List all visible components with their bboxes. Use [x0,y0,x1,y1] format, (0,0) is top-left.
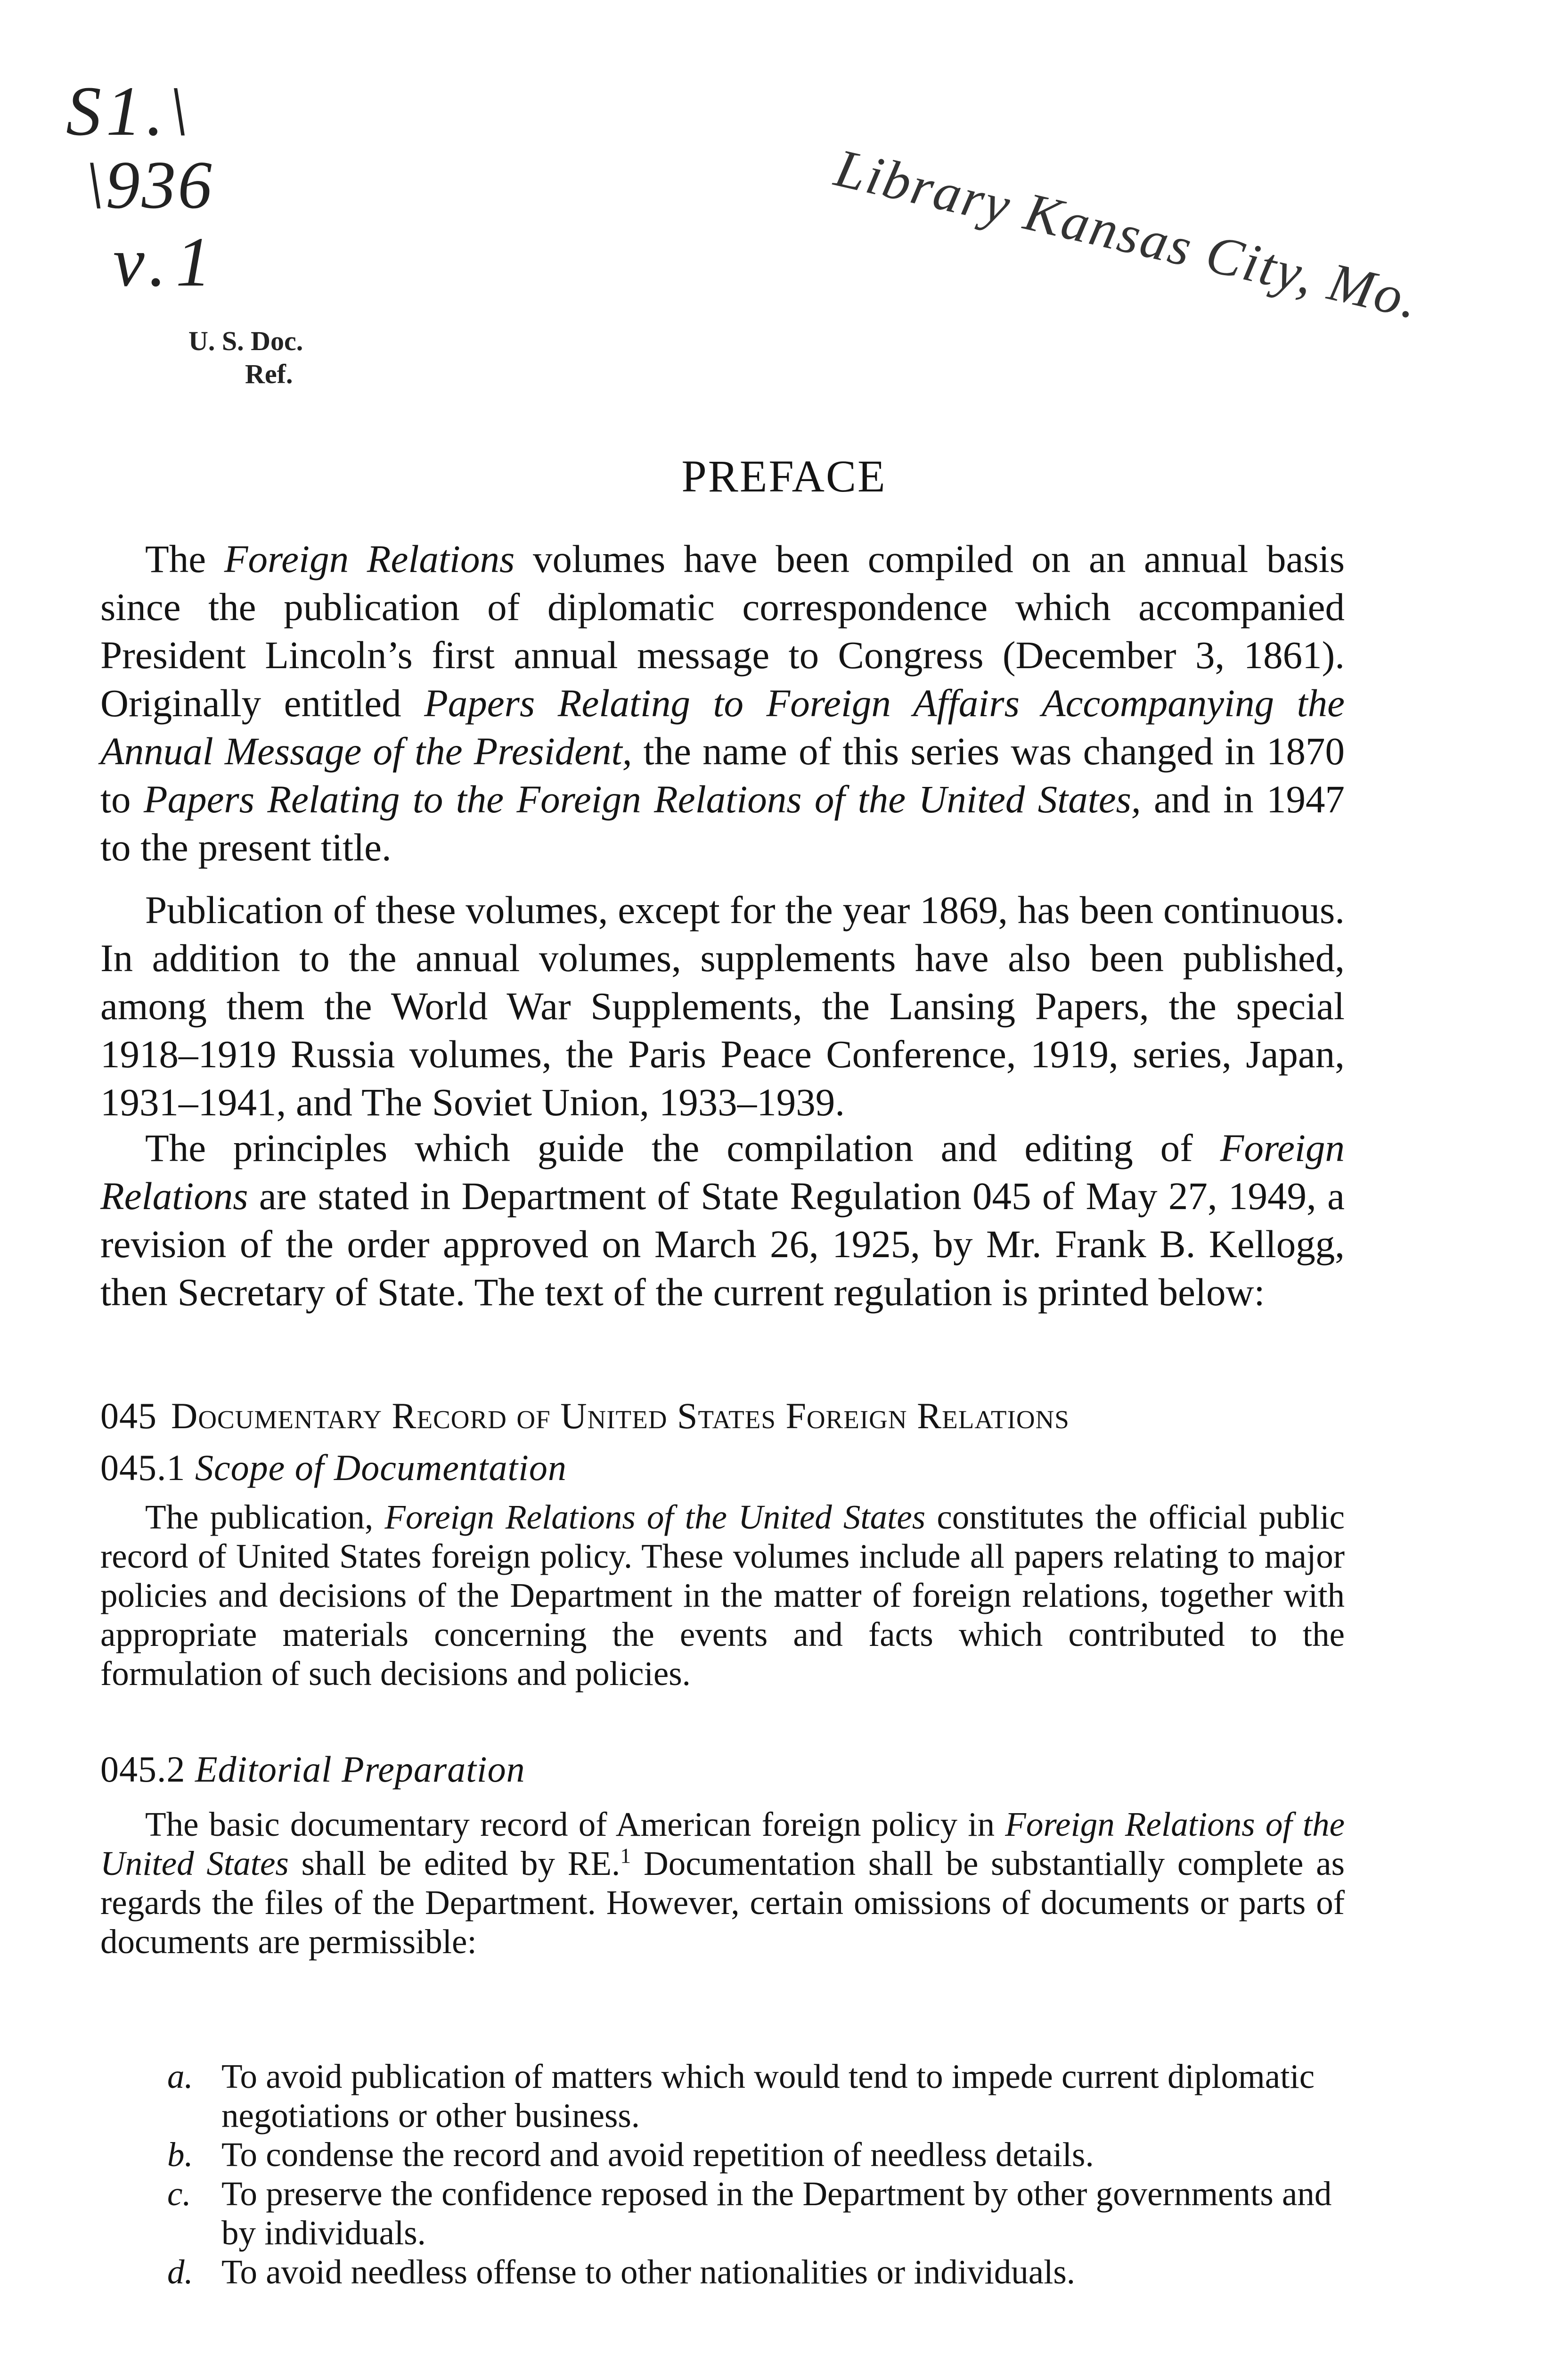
handwritten-call-number-line2: \936 [85,147,214,223]
list-item-text: To avoid publication of matters which would tend to impede current diplomatic negotiations or other business. [221,2057,1315,2135]
footnote-reference: 1 [620,1843,631,1868]
list-item [167,2252,1345,2291]
list-item-text: To condense the record and avoid repetition of needless details. [221,2135,1094,2174]
section-title: Editorial Preparation [195,1749,525,1790]
italic-run: Papers Relating to Foreign Affairs Accompanying the Annual Message of the President, [100,681,1345,773]
paragraph-supplements: Publication of these volumes, except for the year 1869, has been continuous. In addition to the annual volumes, supplements have also been published, among them the World War Supplements, the Lansing Papers, the special 1918–1919 Russia volumes, the Paris Peace Conference, 1919, series, Japan, 1931–1941, and The Soviet Union, 1933–1939. [100,888,1345,1124]
handwritten-call-number-line1: S1.\ [66,72,193,150]
section-title: Scope of Documentation [195,1447,567,1488]
page-title: PREFACE [681,451,887,501]
section-body-editorial [100,1805,1345,1961]
regulation-number: 045 [100,1395,157,1436]
stamp-ref: Ref. [245,359,293,389]
handwritten-volume-number: v.1 [113,223,220,301]
list-marker: c. [167,2175,191,2213]
library-stamp-text: Library Kansas City, Mo. [829,137,1426,331]
paragraph-principles [100,1124,1345,1316]
list-item [167,2174,1345,2252]
list-item-text: To preserve the confidence reposed in the Department by other governments and by individuals. [221,2175,1332,2252]
text-run: constitutes the official public record of United States foreign policy. These volumes include all papers relating to major policies and decisions of the Department in the matter of foreign relations, together with appropriate materials concerning the events and facts which contributed to the formulation of such decisions and policies. [100,1498,1345,1693]
stamp-us-doc: U. S. Doc. [188,326,303,356]
section-heading-editorial [100,1748,525,1791]
section-number: 045.2 [100,1749,186,1790]
text-run: shall be edited by RE. [288,1844,621,1882]
list-item-text: To avoid needless offense to other nationalities or individuals. [221,2253,1076,2291]
section-body-scope [100,1497,1345,1693]
section-heading-scope [100,1447,567,1489]
text-run: volumes have been compiled on an annual basis since the publication of diplomatic correspondence which accompanied President Lincoln’s first annual message to Congress (December 3, 1861). Originally entitled [100,537,1345,725]
paragraph-history [100,535,1345,871]
library-stamp [805,137,1440,440]
text-run: Documentation shall be substantially complete as regards the files of the Department. However, certain omissions of documents or parts of documents are permissible: [100,1844,1345,1961]
text-run: The principles which guide the compilation and editing of [145,1126,1220,1170]
italic-run: Foreign Relations of the United States [384,1498,926,1536]
section-number: 045.1 [100,1447,186,1488]
list-marker: d. [167,2253,193,2291]
list-item [167,2135,1345,2174]
list-marker: b. [167,2135,193,2174]
regulation-title: Documentary Record of United States Foreign Relations [171,1395,1070,1436]
list-item [167,2057,1345,2135]
italic-run: Papers Relating to the Foreign Relations of the United States, [143,777,1141,821]
list-marker: a. [167,2057,193,2095]
italic-run: Foreign Relations [100,1126,1345,1218]
text-run: The publication, [145,1498,385,1536]
text-run: the name of this series was changed in 1870 to [100,729,1345,821]
regulation-heading [100,1395,1070,1437]
text-run: are stated in Department of State Regulation 045 of May 27, 1949, a revision of the order approved on March 26, 1925, by Mr. Frank B. Kellogg, then Secretary of State. The text of the current regulation is printed below: [100,1174,1345,1314]
text-run: The basic documentary record of American foreign policy in [145,1805,1005,1843]
text-run: and in 1947 to the present title. [100,777,1345,869]
italic-run: Foreign Relations of the United States [100,1805,1345,1882]
omissions-list [167,2057,1345,2291]
italic-run: Foreign Relations [224,537,515,581]
text-run: The [145,537,224,581]
